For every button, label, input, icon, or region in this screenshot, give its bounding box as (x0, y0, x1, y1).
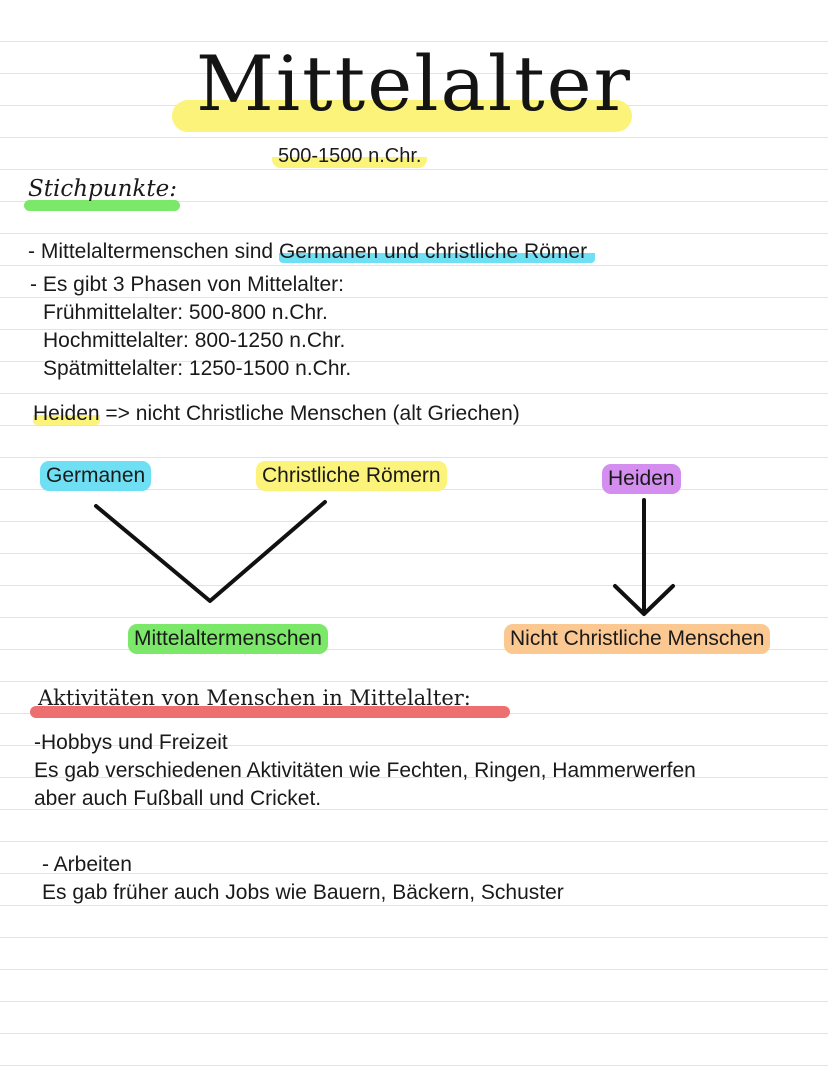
label-mittelaltermenschen: Mittelaltermenschen (128, 624, 328, 654)
label-germanen: Germanen (40, 461, 151, 491)
v-shape-lines (96, 502, 325, 601)
point-line-1-prefix: - Mittelaltermenschen sind (28, 240, 279, 263)
arbeiten-line-1: Es gab früher auch Jobs wie Bauern, Bäckern, Schuster (42, 881, 564, 904)
activities-heading: Aktivitäten von Menschen in Mittelalter: (38, 686, 471, 710)
arbeiten-title: - Arbeiten (42, 853, 132, 876)
phase-1: Frühmittelalter: 500-800 n.Chr. (43, 301, 328, 324)
phase-3: Spätmittelalter: 1250-1500 n.Chr. (43, 357, 352, 380)
section-heading-stichpunkte: Stichpunkte: (28, 176, 177, 202)
hobbys-line-1: Es gab verschiedenen Aktivitäten wie Fechten, Ringen, Hammerwerfen (34, 759, 696, 782)
heiden-note-highlight: Heiden (33, 402, 100, 425)
heiden-note-text: => nicht Christliche Menschen (alt Griechen) (99, 402, 520, 425)
subtitle: 500-1500 n.Chr. (272, 145, 427, 168)
point-line-1-highlight: Germanen und christliche Römer (279, 240, 595, 263)
label-christliche-roemern: Christliche Römern (256, 461, 447, 491)
phase-2: Hochmittelalter: 800-1250 n.Chr. (43, 329, 346, 352)
label-heiden: Heiden (602, 464, 681, 494)
point-line-2: - Es gibt 3 Phasen von Mittelalter: (30, 273, 344, 296)
hobbys-title: -Hobbys und Freizeit (34, 731, 228, 754)
hobbys-line-2: aber auch Fußball und Cricket. (34, 787, 322, 810)
page-title: Mittelalter (196, 39, 632, 128)
label-nicht-christliche-menschen: Nicht Christliche Menschen (504, 624, 770, 654)
